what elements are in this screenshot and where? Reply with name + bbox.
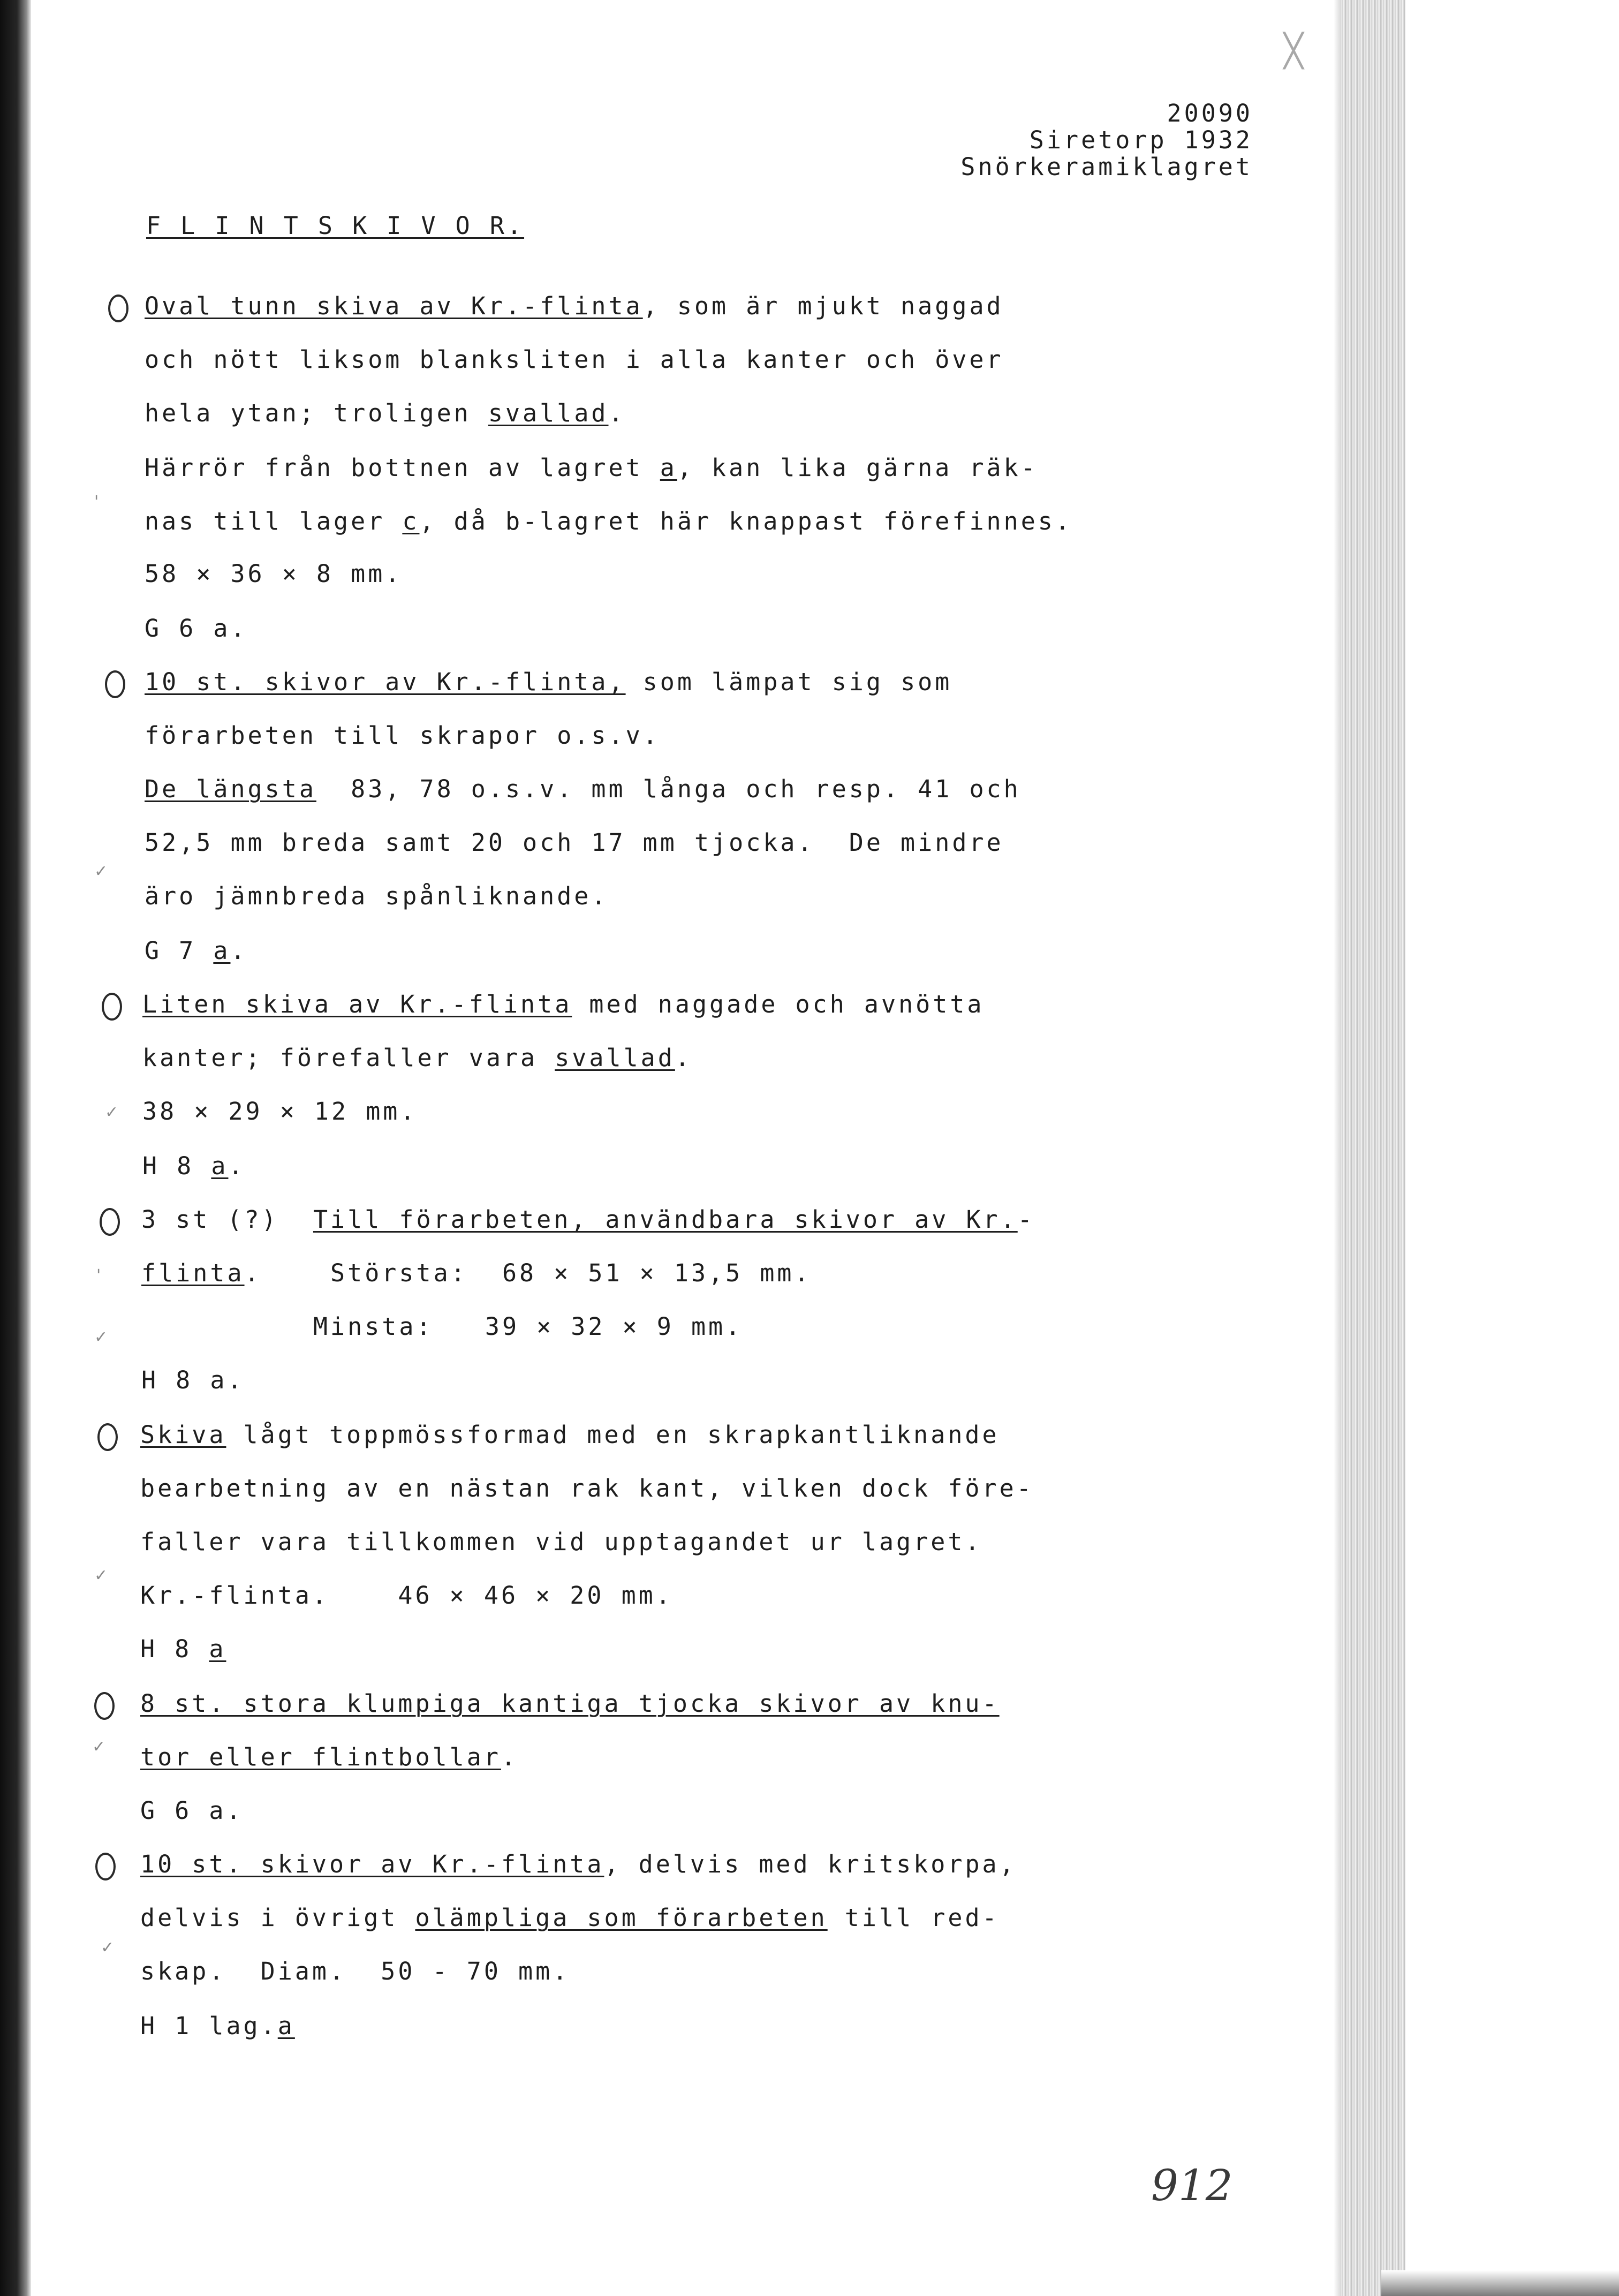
underlined-text: 8 st. stora klumpiga kantiga tjocka skivor av knu- [140,1689,1000,1718]
entry-bullet-circle [105,670,125,698]
entry-line [141,1205,1035,1235]
entry-line [145,345,1004,375]
line-text: 83, 78 o.s.v. mm långa och resp. 41 och [316,775,1021,803]
entry-line [145,774,1021,804]
entry-line [140,1903,1000,1933]
pencil-tick-mark: ✓ [105,1103,119,1122]
entry-line [140,1474,1034,1504]
line-text: G 7 [145,936,214,965]
entry-line [140,1849,1017,1879]
underlined-text: Liten skiva av Kr.-flinta [142,990,572,1018]
entry-line [140,1689,1000,1719]
entry-bullet-circle [108,294,128,322]
line-text: lågt toppmössformad med en skrapkantliknande [226,1421,1000,1449]
entry-line [140,1581,673,1611]
line-text: 52,5 mm breda samt 20 och 17 mm tjocka. De mindre [145,828,1004,857]
line-text: kanter; förefaller vara [142,1044,555,1072]
line-text: G 6 a. [140,1796,244,1825]
line-text: delvis i övrigt [140,1904,415,1932]
entry-line [145,507,1072,537]
underlined-text: Till förarbeten, användbara skivor av Kr. [313,1205,1018,1234]
entry-line [145,398,626,428]
line-text: H 8 [142,1152,211,1180]
underlined-text: tor eller flintbollar [140,1743,501,1771]
layer-name: Snörkeramiklagret [960,153,1253,181]
entry-line [141,1258,812,1288]
entry-bullet-circle [97,1423,118,1451]
line-text: som lämpat sig som [625,668,952,696]
entry-line [145,559,402,589]
pencil-tick-mark: ' [94,493,99,511]
line-text: H 8 [140,1635,209,1663]
entry-line [140,2011,295,2041]
line-text: nas till lager [145,507,403,535]
line-text: H 1 lag. [140,2012,278,2040]
underlined-text: olämpliga som förarbeten [415,1904,828,1932]
line-text: Härrör från bottnen av lagret [145,454,660,482]
line-text: förarbeten till skrapor o.s.v. [145,721,660,750]
scan-binding-shadow [0,0,31,2296]
underlined-text: svallad [555,1044,675,1072]
underlined-text: De längsta [145,775,316,803]
line-text: 3 st (?) [141,1205,313,1234]
scan-shadow-bottom [1381,2270,1619,2296]
entry-line [145,453,1038,483]
pencil-tick-mark: ✓ [101,1938,115,1957]
entry-line [140,1527,982,1557]
line-text: med naggade och avnötta [572,990,985,1018]
entry-line [142,990,985,1019]
line-text: hela ytan; troligen [145,399,488,427]
line-text: och nött liksom blanksliten i alla kanter och över [145,345,1004,374]
line-text: 38 × 29 × 12 mm. [142,1097,418,1126]
entry-bullet-circle [100,1208,120,1236]
entry-line [141,1312,743,1342]
line-text: . Största: 68 × 51 × 13,5 mm. [244,1259,812,1287]
pencil-tick-mark: ✓ [94,1566,108,1585]
entry-line [141,1365,245,1395]
underlined-text: a [211,1152,229,1180]
line-text: , kan lika gärna räk- [677,454,1038,482]
entry-line [140,1420,1000,1450]
line-text: . [230,936,248,965]
entry-line [142,1097,417,1127]
underlined-text: 10 st. skivor av Kr.-flinta, [145,668,626,696]
document-title: F L I N T S K I V O R. [146,212,525,240]
line-text: H 8 a. [141,1366,245,1394]
pencil-tick-mark: ✓ [94,862,108,881]
underlined-text: a [660,454,677,482]
underlined-text: Oval tunn skiva av Kr.-flinta [145,292,643,320]
line-text: G 6 a. [145,614,248,643]
line-text: Kr.-flinta. 46 × 46 × 20 mm. [140,1581,673,1610]
underlined-text: 10 st. skivor av Kr.-flinta [140,1850,604,1878]
entry-line [140,1957,570,1987]
entry-line [140,1742,518,1772]
entry-line [142,1151,246,1181]
underlined-text: flinta [141,1259,245,1287]
line-text: , då b-lagret här knappast förefinnes. [419,507,1072,535]
entry-line [140,1634,226,1664]
entry-bullet-circle [102,993,122,1021]
pencil-tick-mark: ' [96,1266,101,1285]
line-text: till red- [827,1904,1000,1932]
entry-bullet-circle [94,1692,115,1720]
line-text: skap. Diam. 50 - 70 mm. [140,1957,570,1985]
line-text: , delvis med kritskorpa, [604,1850,1017,1878]
site-year: Siretorp 1932 [1029,126,1253,154]
line-text: faller vara tillkommen vid upptagandet ur lagret. [140,1528,982,1556]
line-text: äro jämnbreda spånliknande. [145,882,609,910]
entry-line [145,828,1004,858]
line-text: , som är mjukt naggad [642,292,1004,320]
underlined-text: c [402,507,420,535]
catalog-number: 20090 [1167,99,1253,127]
entry-line [145,614,248,644]
line-text: . [228,1152,246,1180]
underlined-text: a [209,1635,226,1663]
entry-line [145,667,952,697]
entry-line [145,721,660,751]
line-text: . [501,1743,519,1771]
line-text: 58 × 36 × 8 mm. [145,560,403,588]
entry-line [140,1796,244,1826]
entry-line [145,291,1004,321]
underlined-text: Skiva [140,1421,226,1449]
underlined-text: a [277,2012,295,2040]
entry-bullet-circle [95,1853,116,1880]
underlined-text: a [213,936,231,965]
line-text: Minsta: 39 × 32 × 9 mm. [141,1312,743,1341]
scan-background-right [1405,0,1619,2296]
pencil-tick-mark: ✓ [92,1738,106,1756]
line-text: . [608,399,626,427]
pencil-tick-mark: ✓ [94,1328,108,1347]
underlined-text: svallad [488,399,609,427]
entry-line [145,936,248,966]
entry-line [145,881,609,911]
book-page-edges [1341,0,1405,2296]
entry-line [142,1043,692,1073]
handwritten-page-number: 912 [1151,2161,1233,2210]
line-text: . [675,1044,692,1072]
line-text: bearbetning av en nästan rak kant, vilken dock före- [140,1474,1034,1502]
pencil-x-mark: ╳ [1284,32,1304,70]
line-text: - [1017,1205,1035,1234]
